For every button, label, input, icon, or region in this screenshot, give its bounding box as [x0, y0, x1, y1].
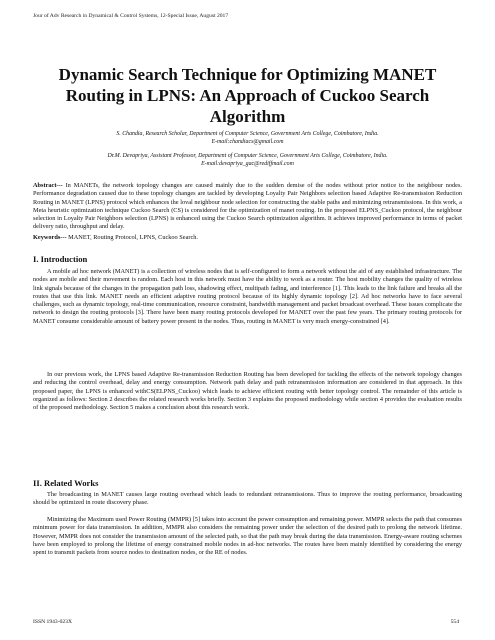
- author-1-affiliation: S. Chandia, Research Scholar, Department of Computer Science, Government Arts College, Coimbatore, India.: [116, 131, 379, 137]
- keywords: [33, 234, 462, 242]
- keywords-text: MANET, Routing Protocol, LPNS, Cuckoo Search.: [66, 234, 198, 241]
- intro-paragraph-1: A mobile ad hoc network (MANET) is a collection of wireless nodes that is self-configured to form a network without the aid of any established infrastructure. The nodes are mobile and their movement is random. Each host in this network must have the ability to work as a router. The host mobility changes the quality of wireless link signals because of the changes in the propagation path loss, shadowing effect, multipath fading, and interference [1]. This leads to the link failure and breaks all the routes that use this link. MANET needs an efficient adaptive routing protocol because of its highly dynamic topology [2]. Ad hoc networks have to face several challenges, such as dynamic topology, real-time communication, resource constraint, bandwidth management and packet broadcast overhead. These issues complicate the network to design the routing protocols [3]. There have been many routing protocols developed for MANET over the past few years. The primary routing protocols for MANET consume considerable amount of battery power present in the nodes. Thus, routing in MANET is very much energy-constrained [4].: [33, 268, 462, 325]
- abstract: [33, 182, 462, 232]
- author-list: [30, 130, 465, 174]
- footer-page-number: 554: [450, 619, 459, 625]
- author-1: [30, 130, 465, 146]
- abstract-label: Abstract---: [33, 182, 63, 189]
- related-paragraph-1: The broadcasting in MANET causes large routing overhead which leads to redundant retransmissions. Thus to improve the routing performance, broadcasting should be optimized in route discovery phase.: [33, 491, 462, 507]
- footer-issn: ISSN 1943-023X: [33, 619, 73, 625]
- author-1-email: E-mail:chandiacs@gmail.com: [211, 139, 284, 145]
- section-heading-introduction: I. Introduction: [33, 254, 88, 264]
- paper-title: Dynamic Search Technique for Optimizing MANET Routing in LPNS: An Approach of Cuckoo Search Algorithm: [58, 65, 437, 126]
- keywords-label: Keywords---: [33, 234, 67, 241]
- section-heading-related-works: II. Related Works: [33, 478, 99, 488]
- author-2-affiliation: Dr.M. Devapriya, Assistant Professor, Department of Computer Science, Government Arts College, Coimbatore, India.: [107, 153, 388, 159]
- running-head: Jour of Adv Research in Dynamical & Control Systems, 12-Special Issue, August 2017: [33, 13, 229, 19]
- author-2-email: E-mail:devapriya_gac@rediffmail.com: [201, 161, 294, 167]
- author-2: [30, 152, 465, 168]
- intro-paragraph-2: In our previous work, the LPNS based Adaptive Re-transmission Reduction Routing has been developed for tackling the effects of the network topology changes and reducing the control overhead, delay and energy consumption. Network path delay and path retransmission information are considered in that approach. In this proposed paper, the LPNS is enhanced withCS(ELPNS_Cuckoo) which leads to achieve efficient routing with better topology control. The remainder of this article is organized as follows: Section 2 describes the related research works briefly. Section 3 explains the proposed methodology while section 4 provides the evaluation results of the proposed methodology. Section 5 makes a conclusion about this research work.: [33, 371, 462, 412]
- abstract-text: In MANETs, the network topology changes are caused mainly due to the sudden demise of the nodes without prior notice to the neighbour nodes. Performance degradation caused due to these topology changes are tackled by developing Loyalty Pair Neighbors selection based Adaptive Re-transmission Reduction Routing in MANET (LPNS) protocol which enhances the loval neighbour node selection for constructing the stable paths and minimizing retransmissions. In this work, a Meta heuristic optimization technique Cuckoo Search (CS) is considered for the optimization of manet routing. In the proposed ELPNS_Cuckoo protocol, the neighbour selection in Loyalty Pair Neighbors selection (LPNS) is enhanced using the Cuckoo Search optimization algorithm. It achieves improved performance in terms of packet delivery ratio, throughput and delay.: [33, 182, 462, 231]
- related-paragraph-2: Minimizing the Maximum used Power Routing (MMPR) [5] takes into account the power consumption and remaining power. MMPR selects the path that consumes minimum power for data transmission. In addition, MMPR also considers the remaining power under the selection of the desired path to prolong the network lifetime. However, MMPR does not consider the transmission amount of the selected path, so that the path may break during the data transmission. Energy-aware routing schemes have been employed to prolong the lifetime of energy constrained mobile nodes in ad-hoc networks. The routes have been mainly identified by considering the energy spent to transmit packets from source nodes to destination nodes, or the RE of nodes.: [33, 516, 463, 557]
